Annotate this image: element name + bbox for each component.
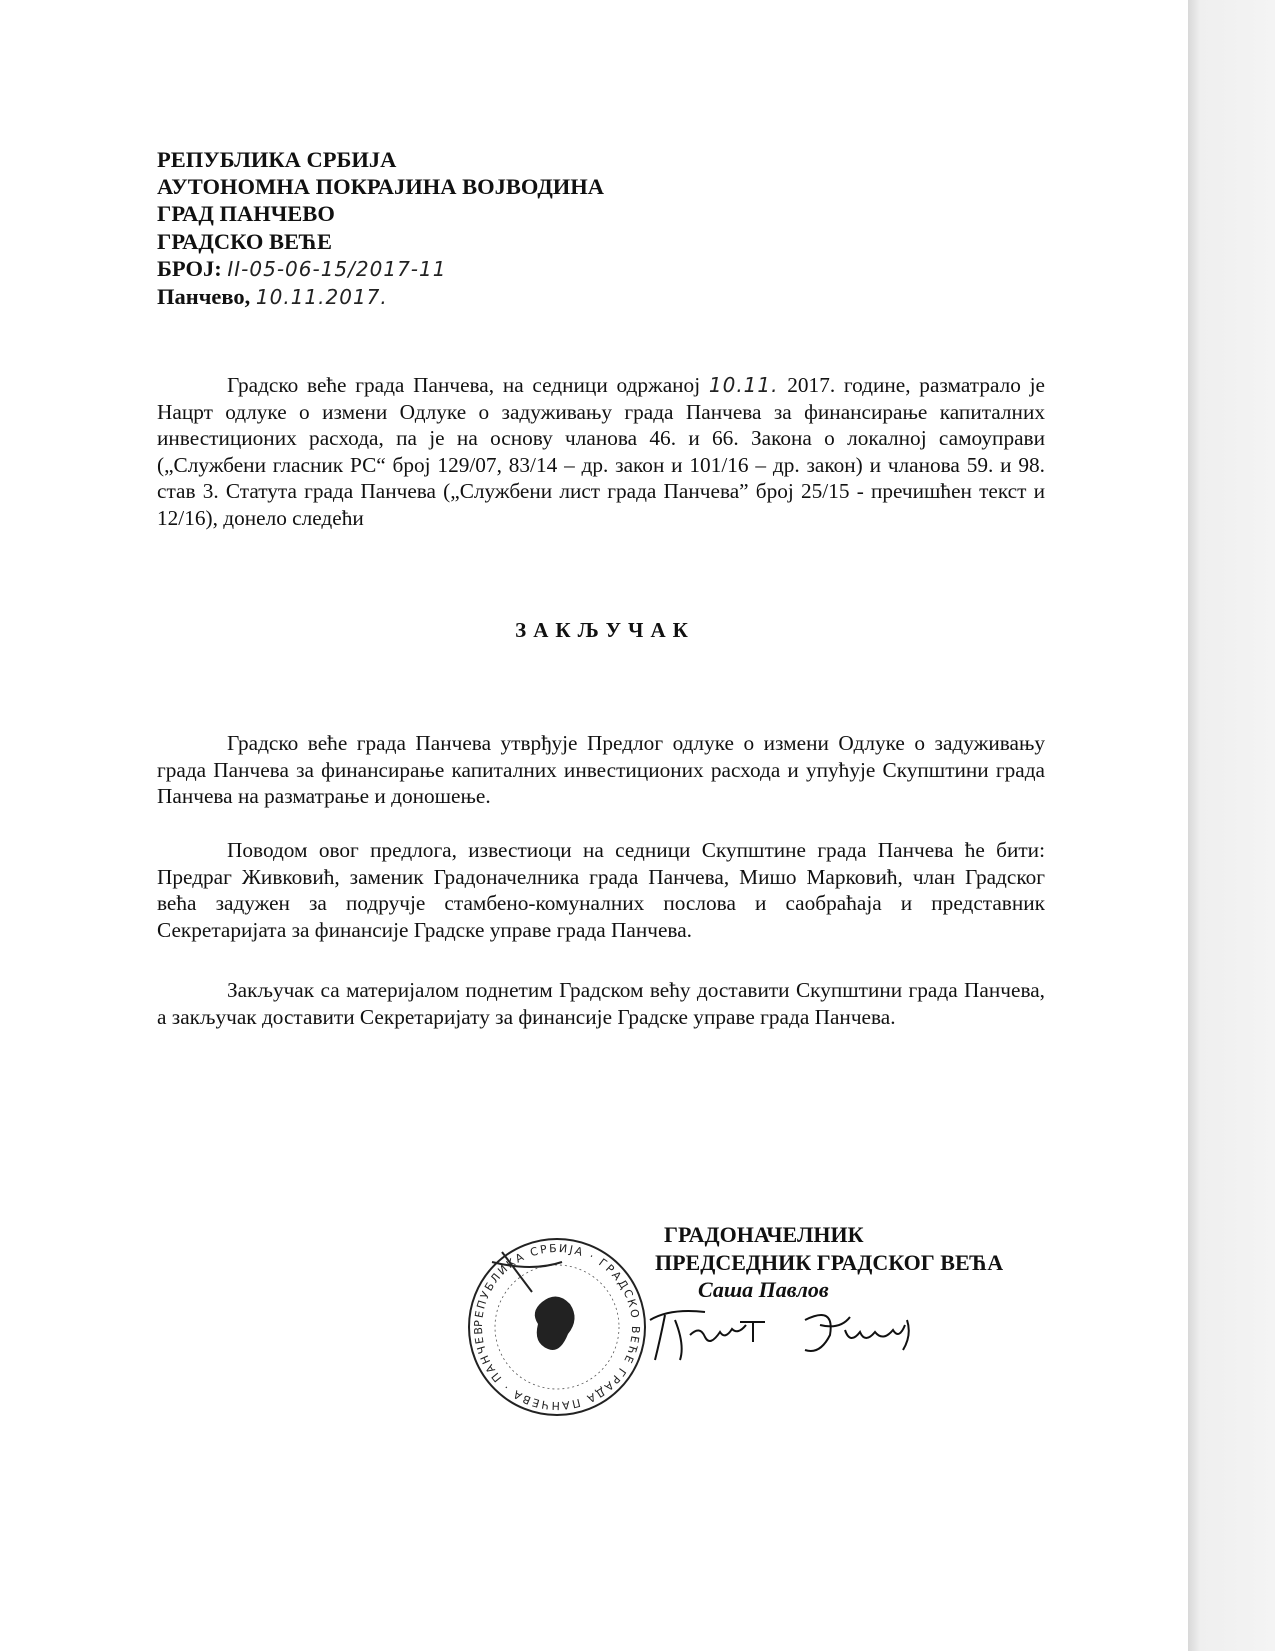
scan-edge xyxy=(1188,0,1275,1651)
body-paragraph: Поводом овог предлога, известиоци на седници Скупштине града Панчева ће бити: Предраг Живковић, заменик Градоначелника града Панчева, Мишо Марковић, члан Градског већа задужен за подручје стамбено-комуналних послова и саобраћаја и представник Секретаријата за финансије Градске управе града Панчева. xyxy=(157,838,1045,942)
signatory-name: Саша Павлов xyxy=(698,1277,829,1302)
signature-title-2: ПРЕДСЕДНИК ГРАДСКОГ ВЕЋА xyxy=(655,1250,1004,1275)
letterhead xyxy=(157,146,604,311)
place-label: Панчево, xyxy=(157,284,251,310)
letterhead-line: ГРАД ПАНЧЕВО xyxy=(157,201,335,227)
svg-text:РЕПУБЛИКА СРБИЈА · ГРАДСКО ВЕЋ: РЕПУБЛИКА СРБИЈА · ГРАДСКО ВЕЋЕ ГРАДА ПАНЧЕВА · ПАНЧЕВ xyxy=(471,1241,643,1413)
handwritten-date: 10.11. xyxy=(708,373,779,397)
letterhead-line: РЕПУБЛИКА СРБИЈА xyxy=(157,147,397,172)
date-value: 10.11.2017. xyxy=(255,285,388,310)
letterhead-line: АУТОНОМНА ПОКРАЈИНА ВОЈВОДИНА xyxy=(157,174,605,200)
document-number xyxy=(157,255,604,283)
body-paragraph: Закључак са материјалом поднетим Градском већу доставити Скупштини града Панчева, а закључак доставити Секретаријату за финансије Градске управе града Панчева. xyxy=(157,978,1045,1029)
handwritten-signature xyxy=(645,1300,945,1375)
intro-text: Градско веће града Панчева, на седници одржаној xyxy=(227,373,709,397)
document-title: ЗАКЉУЧАК xyxy=(515,618,695,642)
official-stamp xyxy=(462,1232,652,1427)
signature-title-1: ГРАДОНАЧЕЛНИК xyxy=(664,1222,864,1247)
intro-text: 2017. године, разматрало је Нацрт одлуке о измени Одлуке о задуживању града Панчева за финансирање капиталних инвестиционих расхода, па је на основу чланова 46. и 66. Закона о локалној самоуправи („Службени гласник РС“ број 129/07, 83/14 – др. закон и 101/16 – др. закон) и чланова 59. и 98. став 3. Статута града Панчева („Службени лист града Панчева” број 25/15 - пречишћен текст и 12/16), донело следећи xyxy=(157,373,1045,530)
number-value: II-05-06-15/2017-11 xyxy=(227,256,447,281)
intro-paragraph xyxy=(157,372,1045,531)
document-date xyxy=(157,283,604,311)
letterhead-line: ГРАДСКО ВЕЋЕ xyxy=(157,228,333,254)
body-paragraph: Градско веће града Панчева утврђује Предлог одлуке о измени Одлуке о задуживању града Панчева за финансирање капиталних инвестиционих расхода и упућује Скупштини града Панчева на разматрање и доношење. xyxy=(157,731,1045,808)
number-label: БРОЈ: xyxy=(157,255,222,281)
